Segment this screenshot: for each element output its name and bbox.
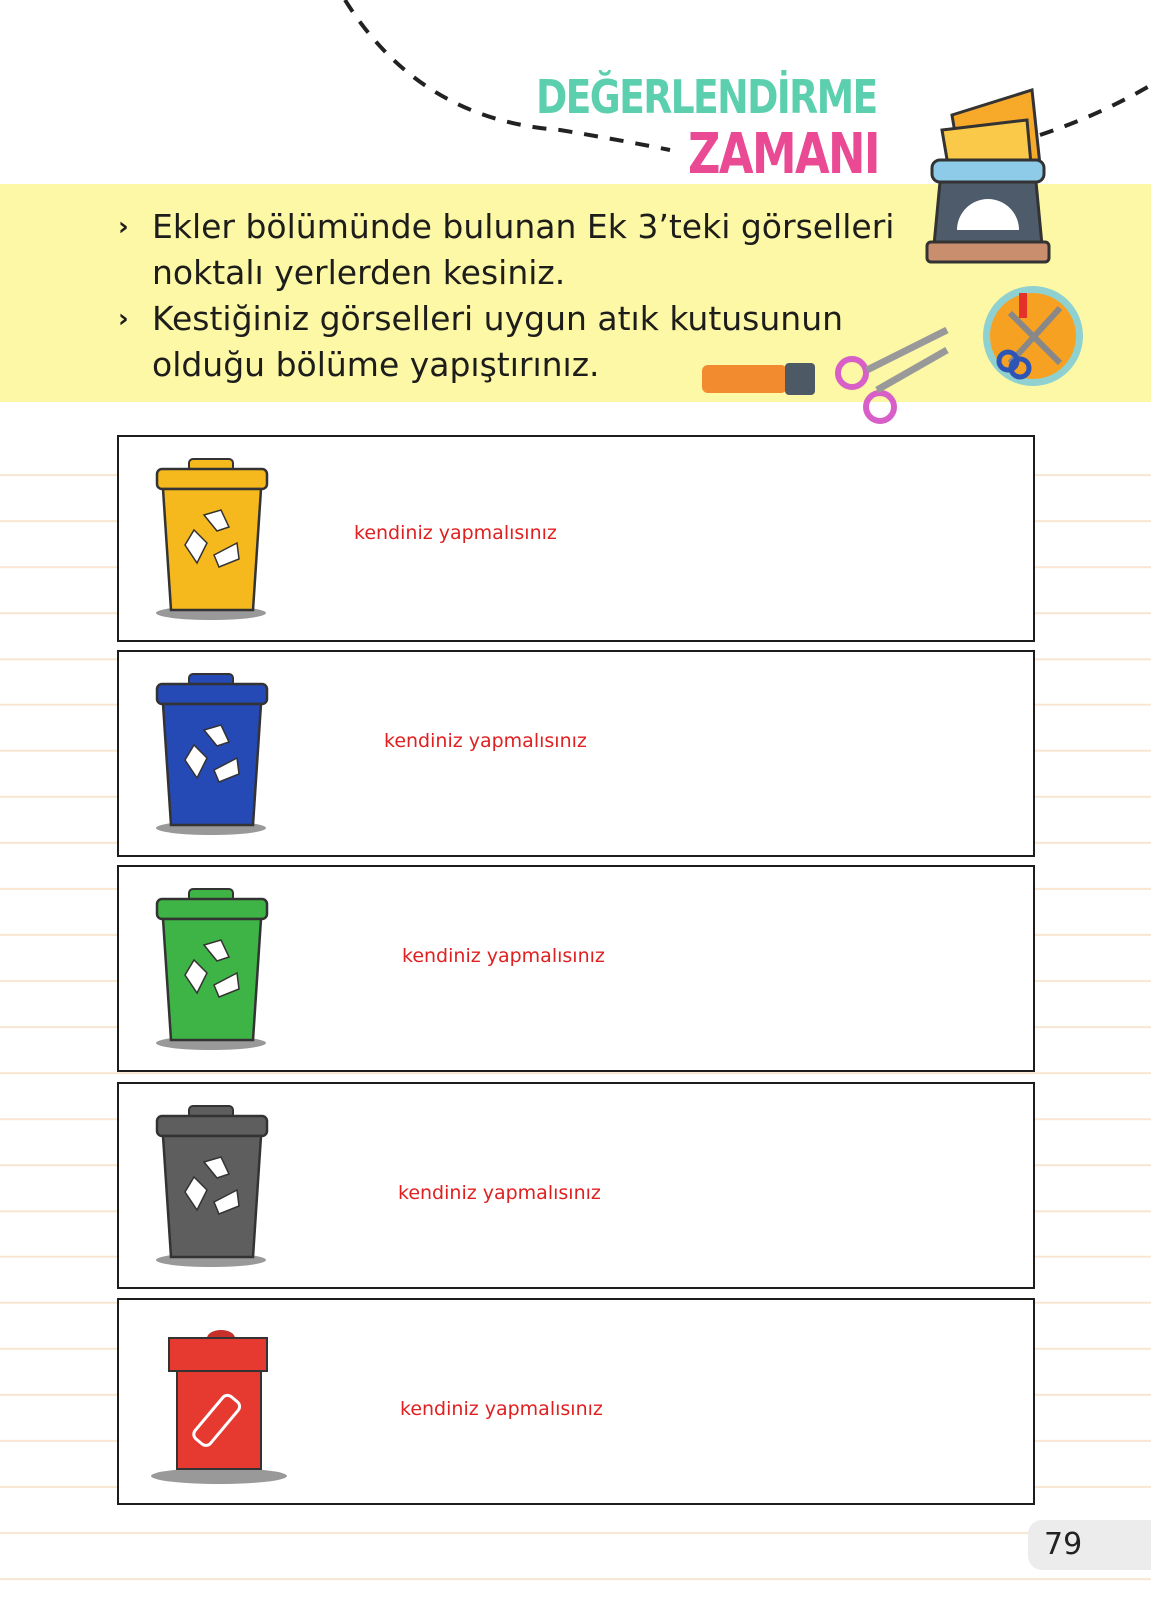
scale-with-folder-icon bbox=[922, 85, 1057, 270]
paste-area-row[interactable] bbox=[117, 1082, 1035, 1289]
paste-area-row[interactable] bbox=[117, 865, 1035, 1072]
placeholder-note: kendiniz yapmalısınız bbox=[400, 1398, 603, 1420]
page-number: 79 bbox=[1028, 1520, 1151, 1570]
section-title: DEĞERLENDİRME bbox=[536, 70, 877, 124]
scissors-badge-icon bbox=[980, 283, 1086, 389]
instruction-line: Kestiğiniz görselleri uygun atık kutusunun bbox=[152, 299, 844, 338]
instruction-line: olduğu bölüme yapıştırınız. bbox=[152, 345, 600, 384]
instructions-list bbox=[118, 204, 894, 388]
paste-area-row[interactable] bbox=[117, 650, 1035, 857]
blue-recycle-bin-icon bbox=[149, 670, 279, 840]
instruction-line: noktalı yerlerden kesiniz. bbox=[152, 253, 566, 292]
red-battery-bin-icon bbox=[149, 1318, 289, 1488]
paste-area-row[interactable] bbox=[117, 1298, 1035, 1505]
instruction-item bbox=[118, 204, 894, 296]
yellow-recycle-bin-icon bbox=[149, 455, 279, 625]
placeholder-note: kendiniz yapmalısınız bbox=[398, 1182, 601, 1204]
placeholder-note: kendiniz yapmalısınız bbox=[402, 945, 605, 967]
instruction-line: Ekler bölümünde bulunan Ek 3’teki görselleri bbox=[152, 207, 895, 246]
instruction-item bbox=[118, 296, 894, 388]
bullet-chevron-icon: › bbox=[118, 304, 129, 334]
green-recycle-bin-icon bbox=[149, 885, 279, 1055]
gray-recycle-bin-icon bbox=[149, 1102, 279, 1272]
placeholder-note: kendiniz yapmalısınız bbox=[384, 730, 587, 752]
bullet-chevron-icon: › bbox=[118, 212, 129, 242]
placeholder-note: kendiniz yapmalısınız bbox=[354, 522, 557, 544]
paste-area-row[interactable] bbox=[117, 435, 1035, 642]
section-subtitle: ZAMANI bbox=[688, 122, 879, 187]
